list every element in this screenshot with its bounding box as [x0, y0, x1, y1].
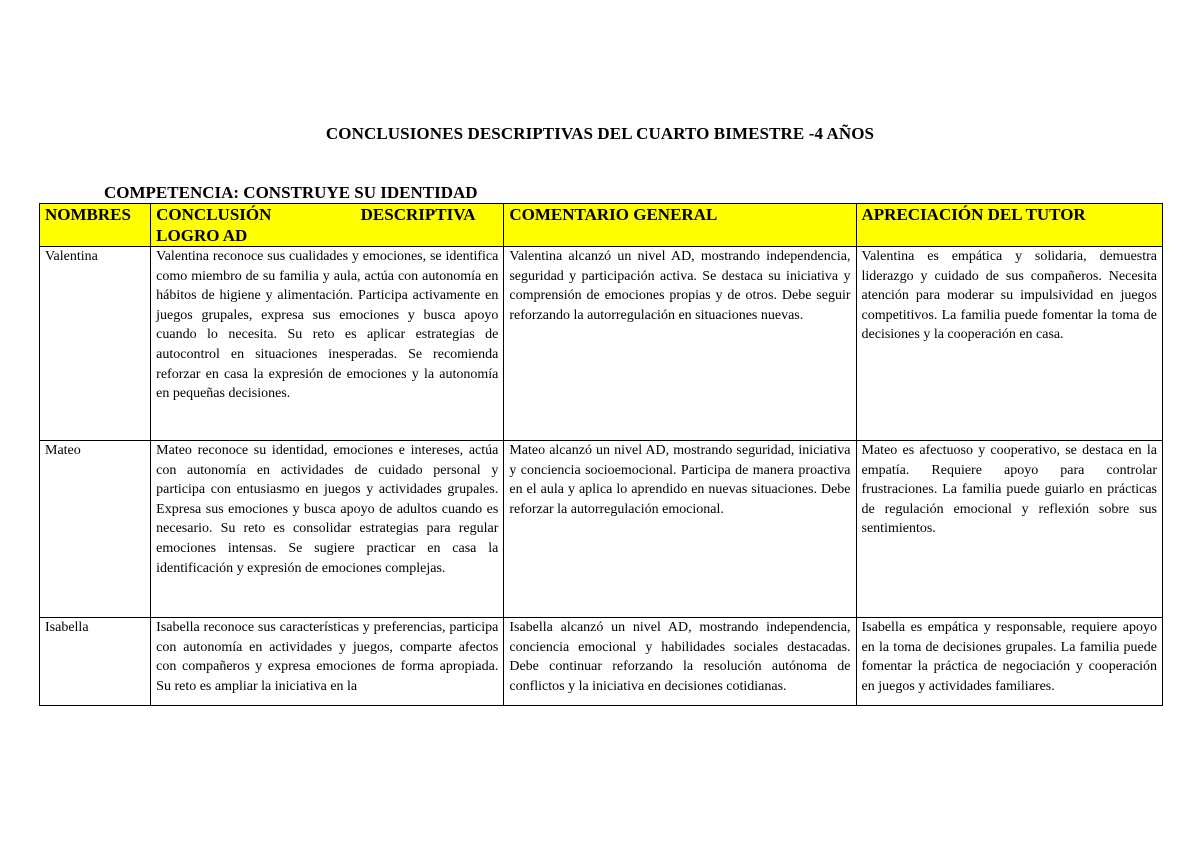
apreciacion-cell: Valentina es empática y solidaria, demuestra liderazgo y cuidado de sus compañeros. Necesita atención para moderar su impulsividad en juegos competitivos. La familia puede fomentar la toma de decisiones y la cooperación en casa.: [856, 247, 1162, 441]
student-name: Isabella: [40, 618, 151, 706]
student-name: Valentina: [40, 247, 151, 441]
apreciacion-cell: Isabella es empática y responsable, requiere apoyo en la toma de decisiones grupales. La familia puede fomentar la práctica de negociación y cooperación en juegos y actividades familiares.: [856, 618, 1162, 706]
conclusion-cell: Isabella reconoce sus características y preferencias, participa con autonomía en actividades y juegos, comparte afectos con compañeros y expresa emociones de forma apropiada. Su reto es ampliar la iniciativa en la: [151, 618, 504, 706]
header-comentario: COMENTARIO GENERAL: [504, 204, 856, 247]
header-nombres: NOMBRES: [40, 204, 151, 247]
table-row: [40, 441, 1163, 618]
table-row: [40, 618, 1163, 706]
competency-heading: COMPETENCIA: CONSTRUYE SU IDENTIDAD: [104, 183, 478, 202]
comentario-cell: Isabella alcanzó un nivel AD, mostrando independencia, conciencia emocional y habilidades sociales destacadas. Debe continuar reforzando la resolución autónoma de conflictos y la iniciativa en decisiones cotidianas.: [504, 618, 856, 706]
student-name: Mateo: [40, 441, 151, 618]
comentario-cell: Valentina alcanzó un nivel AD, mostrando independencia, seguridad y participación activa. Se destaca su iniciativa y comprensión de emociones propias y de otros. Debe seguir reforzando la autorregulación en situaciones nuevas.: [504, 247, 856, 441]
header-row: [40, 204, 1163, 247]
document-title: CONCLUSIONES DESCRIPTIVAS DEL CUARTO BIMESTRE -4 AÑOS: [325, 124, 875, 143]
header-conclusion: CONCLUSIÓN DESCRIPTIVA LOGRO AD: [151, 204, 504, 247]
header-apreciacion: APRECIACIÓN DEL TUTOR: [856, 204, 1162, 247]
conclusions-table: [39, 203, 1163, 706]
apreciacion-cell: Mateo es afectuoso y cooperativo, se destaca en la empatía. Requiere apoyo para controlar frustraciones. La familia puede guiarlo en prácticas de regulación emocional y reflexión sobre sus sentimientos.: [856, 441, 1162, 618]
table-row: [40, 247, 1163, 441]
conclusion-cell: Mateo reconoce su identidad, emociones e intereses, actúa con autonomía en actividades de cuidado personal y participa con entusiasmo en juegos y actividades grupales. Expresa sus emociones y busca apoyo de adultos cuando es necesario. Su reto es consolidar estrategias para regular emociones intensas. Se sugiere practicar en casa la identificación y expresión de emociones complejas.: [151, 441, 504, 618]
comentario-cell: Mateo alcanzó un nivel AD, mostrando seguridad, iniciativa y conciencia socioemocional. Participa de manera proactiva en el aula y aplica lo aprendido en nuevas situaciones. Debe reforzar la autorregulación emocional.: [504, 441, 856, 618]
conclusion-cell: Valentina reconoce sus cualidades y emociones, se identifica como miembro de su familia y aula, actúa con autonomía en hábitos de higiene y alimentación. Participa activamente en juegos grupales, expresa sus emociones y busca apoyo cuando lo necesita. Su reto es aplicar estrategias de autocontrol en situaciones inesperadas. Se recomienda reforzar en casa la expresión de emociones y la autonomía en pequeñas decisiones.: [151, 247, 504, 441]
